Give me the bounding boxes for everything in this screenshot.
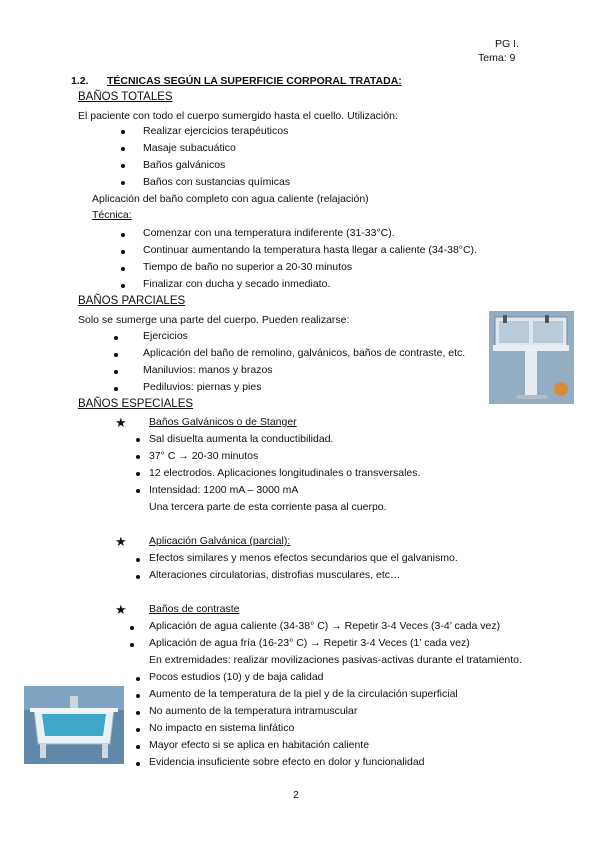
list-item: Masaje subacuático	[143, 142, 236, 154]
list-item: Tiempo de baño no superior a 20-30 minutos	[143, 261, 353, 273]
bullet-dot	[136, 472, 140, 476]
bullet-dot	[114, 336, 118, 340]
list-item: Sal disuelta aumenta la conductibilidad.	[149, 433, 334, 445]
bullet-dot	[121, 267, 125, 271]
bullet-dot	[114, 387, 118, 391]
bullet-dot	[121, 233, 125, 237]
stanger-title: Baños Galvánicos o de Stanger	[149, 416, 297, 428]
list-item: Aplicación de agua fría (16-23° C) → Repetir 3-4 Veces (1’ cada vez)	[149, 637, 470, 649]
bullet-dot	[136, 728, 140, 732]
partial-bath-photo	[489, 311, 574, 404]
bullet-dot	[136, 711, 140, 715]
totales-aplicacion: Aplicación del baño completo con agua caliente (relajación)	[92, 193, 369, 205]
bullet-dot	[114, 353, 118, 357]
list-item: Comenzar con una temperatura indiferente (31-33°C).	[143, 227, 395, 239]
bullet-dot	[136, 677, 140, 681]
contrast-bath-photo	[24, 686, 124, 764]
list-item: Finalizar con ducha y secado inmediato.	[143, 278, 331, 290]
bullet-dot	[136, 438, 140, 442]
stanger-note: Una tercera parte de esta corriente pasa al cuerpo.	[149, 501, 387, 513]
list-item: Maniluvios: manos y brazos	[143, 364, 273, 376]
list-item: Aplicación del baño de remolino, galvánicos, baños de contraste, etc.	[143, 347, 466, 359]
list-item: Alteraciones circulatorias, distrofias musculares, etc…	[149, 569, 401, 581]
especiales-heading: BAÑOS ESPECIALES	[78, 398, 194, 410]
list-item: Continuar aumentando la temperatura hasta llegar a caliente (34-38°C).	[143, 244, 477, 256]
list-item: Baños galvánicos	[143, 159, 226, 171]
partial-bath-illustration	[489, 311, 574, 404]
totales-heading: BAÑOS TOTALES	[78, 91, 173, 103]
header-pg: PG I.	[495, 38, 519, 50]
bullet-dot	[130, 643, 134, 647]
bullet-dot	[136, 489, 140, 493]
list-item: Mayor efecto si se aplica en habitación caliente	[149, 739, 370, 751]
list-item: Pediluvios: piernas y pies	[143, 381, 262, 393]
tecnica-label: Técnica:	[92, 209, 132, 221]
parciales-heading: BAÑOS PARCIALES	[78, 295, 186, 307]
totales-intro: El paciente con todo el cuerpo sumergido hasta el cuello. Utilización:	[78, 110, 398, 122]
star-icon: ★	[115, 415, 127, 430]
bullet-dot	[121, 147, 125, 151]
list-item: 12 electrodos. Aplicaciones longitudinales o transversales.	[149, 467, 421, 479]
bullet-dot	[136, 745, 140, 749]
contraste-note: En extremidades: realizar movilizaciones pasivas-activas durante el tratamiento.	[149, 654, 522, 666]
list-item: Aumento de la temperatura de la piel y de la circulación superficial	[149, 688, 458, 700]
parciales-intro: Solo se sumerge una parte del cuerpo. Pueden realizarse:	[78, 314, 350, 326]
list-item: Evidencia insuficiente sobre efecto en dolor y funcionalidad	[149, 756, 425, 768]
bullet-dot	[121, 164, 125, 168]
section-title: TÉCNICAS SEGÚN LA SUPERFICIE CORPORAL TRATADA:	[107, 75, 402, 87]
list-item: Pocos estudios (10) y de baja calidad	[149, 671, 324, 683]
list-item: 37° C → 20-30 minutos	[149, 450, 259, 462]
list-item: Aplicación de agua caliente (34-38° C) → Repetir 3-4 Veces (3-4’ cada vez)	[149, 620, 501, 632]
bullet-dot	[121, 181, 125, 185]
page-number: 2	[293, 789, 299, 801]
contraste-title: Baños de contraste	[149, 603, 240, 615]
star-icon: ★	[115, 602, 127, 617]
list-item: Intensidad: 1200 mA – 3000 mA	[149, 484, 299, 496]
list-item: No aumento de la temperatura intramuscular	[149, 705, 358, 717]
list-item: Ejercicios	[143, 330, 188, 342]
contrast-bath-illustration	[24, 686, 124, 764]
list-item: No impacto en sistema linfático	[149, 722, 295, 734]
list-item: Baños con sustancias químicas	[143, 176, 291, 188]
bullet-dot	[136, 762, 140, 766]
bullet-dot	[136, 558, 140, 562]
bullet-dot	[114, 370, 118, 374]
section-number: 1.2.	[71, 75, 89, 87]
star-icon: ★	[115, 534, 127, 549]
bullet-dot	[121, 284, 125, 288]
header-tema: Tema: 9	[478, 52, 516, 64]
bullet-dot	[121, 250, 125, 254]
bullet-dot	[136, 575, 140, 579]
list-item: Efectos similares y menos efectos secundarios que el galvanismo.	[149, 552, 458, 564]
list-item: Realizar ejercicios terapéuticos	[143, 125, 289, 137]
bullet-dot	[136, 455, 140, 459]
bullet-dot	[130, 626, 134, 630]
bullet-dot	[121, 130, 125, 134]
galvanica-title: Aplicación Galvánica (parcial):	[149, 535, 291, 547]
bullet-dot	[136, 694, 140, 698]
